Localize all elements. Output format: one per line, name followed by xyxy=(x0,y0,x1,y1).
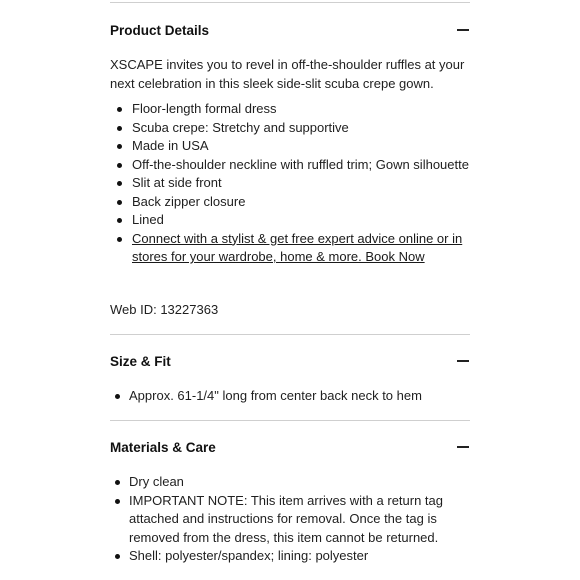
collapse-minus-icon[interactable] xyxy=(456,354,470,368)
list-item: Shell: polyester/spandex; lining: polyester xyxy=(110,547,472,566)
divider xyxy=(110,334,470,335)
list-item: Dry clean xyxy=(110,473,472,492)
product-details-header[interactable] xyxy=(110,19,470,41)
list-item: Made in USA xyxy=(110,137,472,156)
web-id: Web ID: 13227363 xyxy=(110,302,219,317)
materials-care-header[interactable] xyxy=(110,436,470,458)
size-fit-list xyxy=(110,387,472,406)
divider xyxy=(110,420,470,421)
collapse-minus-icon[interactable] xyxy=(456,440,470,454)
divider xyxy=(110,2,470,3)
list-item: Floor-length formal dress xyxy=(110,100,472,119)
product-info-panel xyxy=(92,0,488,580)
list-item: Slit at side front xyxy=(110,174,472,193)
size-fit-title: Size & Fit xyxy=(110,353,171,369)
product-details-list xyxy=(110,100,472,267)
list-item: Scuba crepe: Stretchy and supportive xyxy=(110,119,472,138)
list-item: IMPORTANT NOTE: This item arrives with a return tag attached and instructions for removal. Once the tag is removed from the dress, this item cannot be returned. xyxy=(110,492,472,548)
product-description: XSCAPE invites you to revel in off-the-shoulder ruffles at your next celebration in this sleek side-slit scuba crepe gown. xyxy=(110,57,465,91)
size-fit-header[interactable] xyxy=(110,350,470,372)
list-item: Back zipper closure xyxy=(110,193,472,212)
materials-care-list xyxy=(110,473,472,566)
list-item: Lined xyxy=(110,211,472,230)
list-item xyxy=(110,230,472,267)
list-item: Approx. 61-1/4" long from center back neck to hem xyxy=(110,387,472,406)
collapse-minus-icon[interactable] xyxy=(456,23,470,37)
stylist-link[interactable]: Connect with a stylist & get free expert advice online or in stores for your wardrobe, home & more. Book Now xyxy=(132,230,463,264)
product-details-title: Product Details xyxy=(110,22,210,38)
list-item: Off-the-shoulder neckline with ruffled trim; Gown silhouette xyxy=(110,156,472,175)
materials-care-title: Materials & Care xyxy=(110,439,216,455)
